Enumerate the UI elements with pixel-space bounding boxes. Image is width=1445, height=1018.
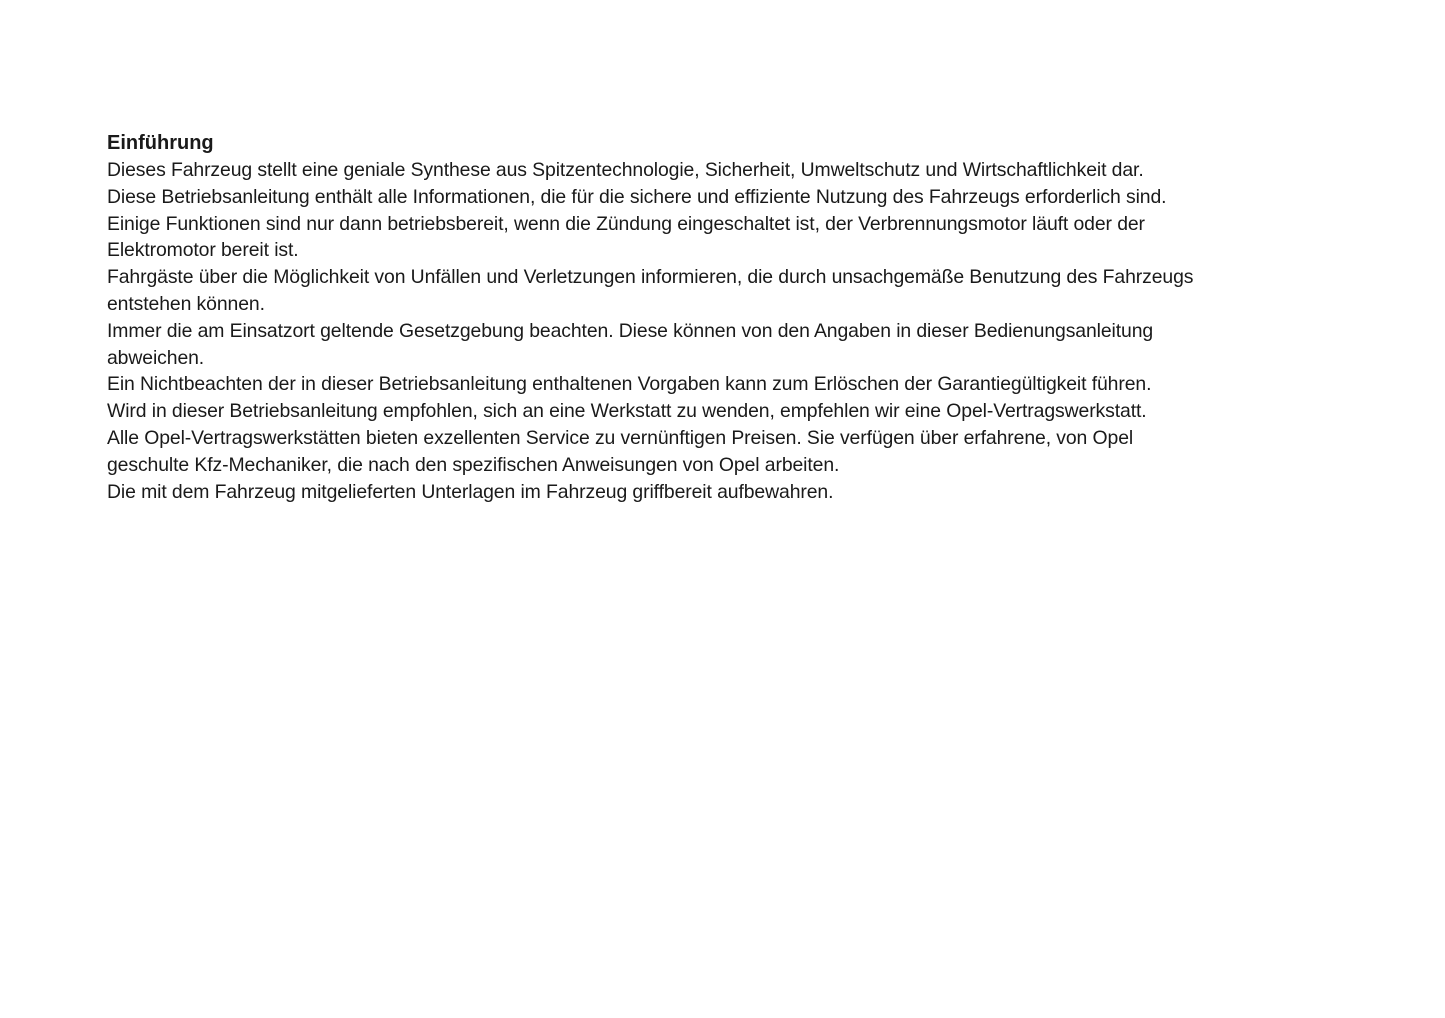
- paragraph-line: Elektromotor bereit ist.: [107, 239, 299, 262]
- paragraph: [107, 479, 1193, 506]
- paragraph: [107, 157, 1193, 184]
- paragraph: [107, 184, 1193, 211]
- paragraph-line: Alle Opel-Vertragswerkstätten bieten exzellenten Service zu vernünftigen Preisen. Sie verfügen über erfahrene, von Opel: [107, 426, 1134, 449]
- paragraph-line: geschulte Kfz-Mechaniker, die nach den spezifischen Anweisungen von Opel arbeiten.: [107, 453, 840, 476]
- paragraph-line: Einige Funktionen sind nur dann betriebsbereit, wenn die Zündung eingeschaltet ist, der Verbrennungsmotor läuft oder der: [107, 212, 1145, 235]
- paragraph: [107, 318, 1193, 372]
- paragraph-line: Wird in dieser Betriebsanleitung empfohlen, sich an eine Werkstatt zu wenden, empfehlen wir eine Opel-Vertragswerkstatt.: [107, 400, 1147, 423]
- paragraph-line: Diese Betriebsanleitung enthält alle Informationen, die für die sichere und effiziente Nutzung des Fahrzeugs erforderlich sind.: [107, 185, 1167, 208]
- paragraph-list: [107, 157, 1193, 505]
- paragraph-line: Ein Nichtbeachten der in dieser Betriebsanleitung enthaltenen Vorgaben kann zum Erlöschen der Garantiegültigkeit führen.: [107, 373, 1152, 396]
- paragraph-line: abweichen.: [107, 346, 205, 369]
- paragraph-line: Fahrgäste über die Möglichkeit von Unfällen und Verletzungen informieren, die durch unsachgemäße Benutzung des Fahrzeugs: [107, 266, 1194, 289]
- paragraph: [107, 398, 1193, 425]
- paragraph: [107, 211, 1193, 265]
- paragraph: [107, 371, 1193, 398]
- paragraph: [107, 264, 1193, 318]
- paragraph-line: entstehen können.: [107, 292, 265, 315]
- paragraph-line: Die mit dem Fahrzeug mitgelieferten Unterlagen im Fahrzeug griffbereit aufbewahren.: [107, 480, 834, 503]
- paragraph-line: Dieses Fahrzeug stellt eine geniale Synthese aus Spitzentechnologie, Sicherheit, Umweltschutz und Wirtschaftlichkeit dar.: [107, 159, 1144, 181]
- paragraph: [107, 425, 1193, 479]
- section-heading: Einführung: [107, 132, 214, 154]
- document-content: [107, 130, 1193, 505]
- paragraph-line: Immer die am Einsatzort geltende Gesetzgebung beachten. Diese können von den Angaben in dieser Bedienungsanleitung: [107, 319, 1154, 342]
